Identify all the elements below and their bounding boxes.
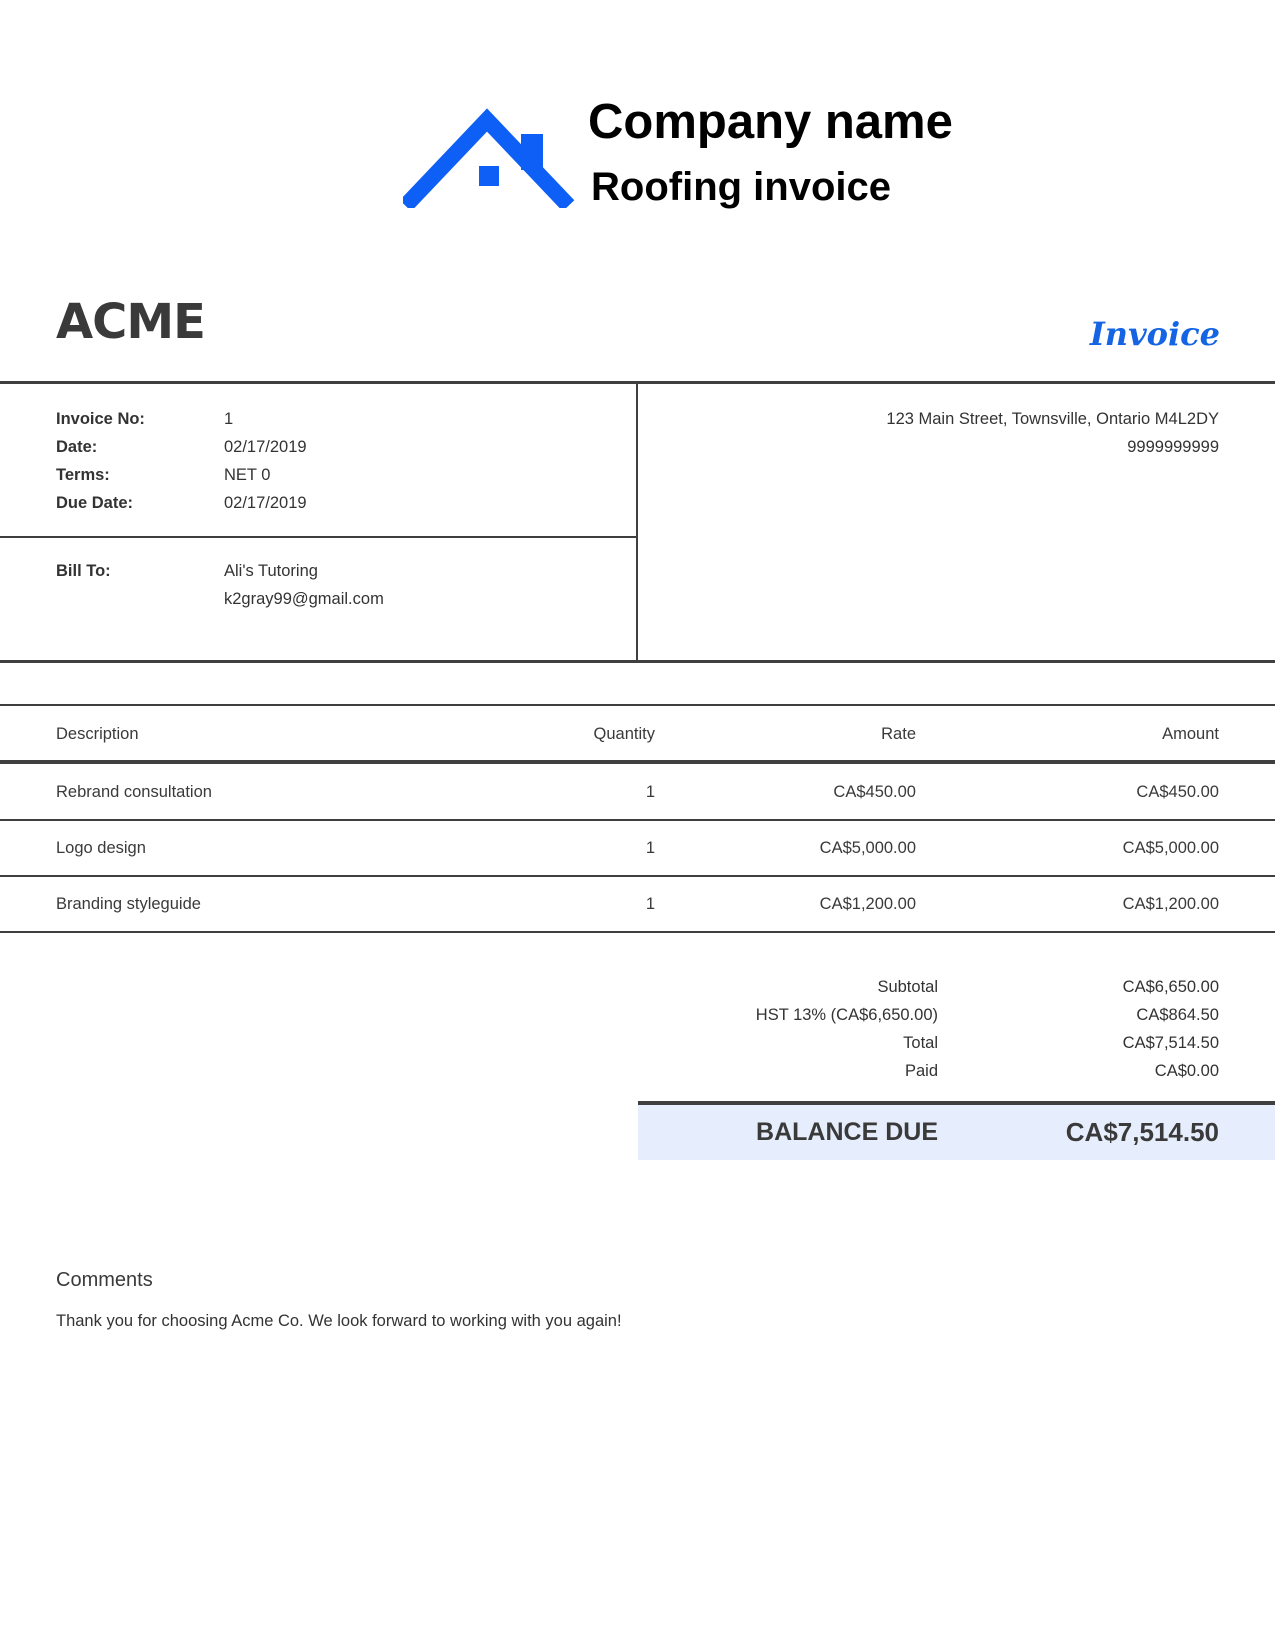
- item-description: Rebrand consultation: [56, 783, 212, 801]
- date-value: 02/17/2019: [224, 438, 307, 456]
- row-divider: [0, 819, 1275, 821]
- divider: [0, 536, 637, 538]
- subtotal-label: Subtotal: [877, 978, 938, 996]
- balance-due-value: CA$7,514.50: [1065, 1117, 1219, 1147]
- tax-label: HST 13% (CA$6,650.00): [755, 1006, 938, 1024]
- tax-value: CA$864.50: [1136, 1006, 1219, 1024]
- bill-to-label: Bill To:: [56, 562, 111, 580]
- divider: [0, 660, 1275, 663]
- item-quantity: 1: [645, 783, 655, 801]
- item-rate: CA$1,200.00: [819, 895, 916, 913]
- divider: [636, 384, 638, 662]
- comments-title: Comments: [56, 1269, 153, 1291]
- row-divider: [0, 875, 1275, 877]
- column-header-amount: Amount: [1162, 725, 1219, 743]
- table-top-border: [0, 704, 1275, 706]
- document-subtitle: Roofing invoice: [591, 165, 891, 209]
- balance-due-label: BALANCE DUE: [756, 1118, 938, 1146]
- paid-value: CA$0.00: [1154, 1062, 1219, 1080]
- total-label: Total: [903, 1034, 938, 1052]
- invoice-no-label: Invoice No:: [56, 410, 145, 428]
- paid-label: Paid: [904, 1062, 938, 1080]
- terms-value: NET 0: [224, 466, 271, 484]
- row-divider: [0, 931, 1275, 933]
- due-date-value: 02/17/2019: [224, 494, 307, 512]
- item-rate: CA$5,000.00: [819, 839, 916, 857]
- business-phone: 9999999999: [1127, 438, 1219, 456]
- item-amount: CA$450.00: [1136, 783, 1219, 801]
- item-description: Branding styleguide: [56, 895, 201, 913]
- due-date-label: Due Date:: [56, 494, 134, 512]
- item-description: Logo design: [56, 839, 146, 857]
- date-label: Date:: [56, 438, 98, 456]
- item-quantity: 1: [645, 895, 655, 913]
- business-address: 123 Main Street, Townsville, Ontario M4L2DY: [886, 410, 1219, 428]
- column-header-rate: Rate: [881, 725, 916, 743]
- invoice-no-value: 1: [224, 410, 234, 428]
- bill-to-email: k2gray99@gmail.com: [224, 590, 384, 608]
- total-value: CA$7,514.50: [1122, 1034, 1219, 1052]
- column-header-quantity: Quantity: [593, 725, 655, 743]
- subtotal-value: CA$6,650.00: [1122, 978, 1219, 996]
- comments-body: Thank you for choosing Acme Co. We look forward to working with you again!: [56, 1312, 622, 1330]
- brand-logo: ACME: [56, 294, 205, 350]
- terms-label: Terms:: [56, 466, 110, 484]
- invoice-label: Invoice: [1089, 315, 1220, 353]
- column-header-description: Description: [56, 725, 139, 743]
- item-rate: CA$450.00: [833, 783, 916, 801]
- item-quantity: 1: [645, 839, 655, 857]
- house-roof-icon: [403, 104, 575, 208]
- table-header-border: [0, 760, 1275, 764]
- bill-to-name: Ali's Tutoring: [224, 562, 318, 580]
- item-amount: CA$1,200.00: [1122, 895, 1219, 913]
- item-amount: CA$5,000.00: [1122, 839, 1219, 857]
- company-name: Company name: [588, 95, 953, 149]
- balance-top-border: [638, 1101, 1275, 1105]
